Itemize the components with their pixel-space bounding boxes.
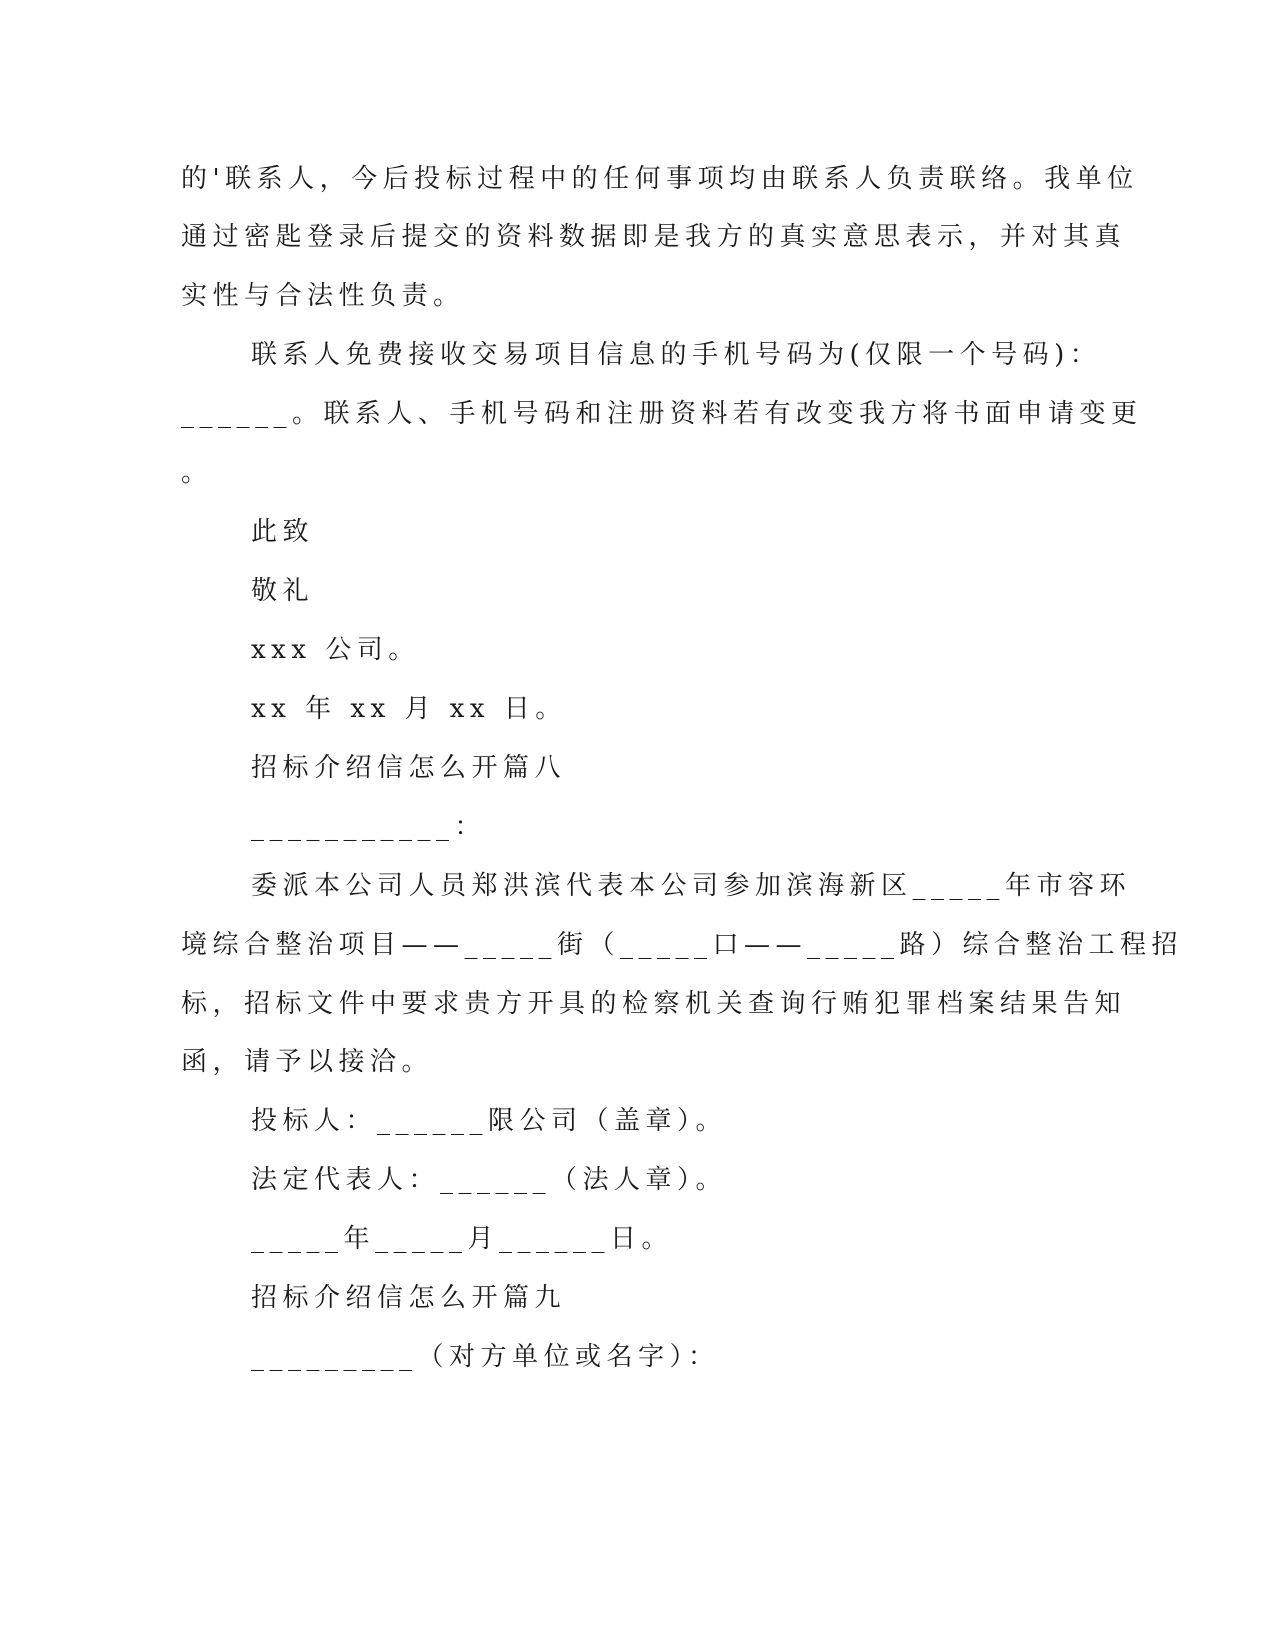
signature-date: xx 年 xx 月 xx 日。 xyxy=(251,694,567,724)
salutation-line: _________（对方单位或名字）： xyxy=(251,1342,720,1372)
paragraph-line: 境综合整治项目——_____街（_____口——_____路）综合整治工程招 xyxy=(181,930,1184,960)
signature-company: xxx 公司。 xyxy=(251,635,420,665)
paragraph-line: 的'联系人，今后投标过程中的任何事项均由联系人负责联络。我单位 xyxy=(181,164,1139,194)
paragraph-line: 标，招标文件中要求贵方开具的检察机关查询行贿犯罪档案结果告知 xyxy=(181,989,1127,1019)
date-line: _____年_____月______日。 xyxy=(251,1224,674,1254)
legal-rep-line: 法定代表人：______（法人章）。 xyxy=(251,1165,728,1195)
paragraph-line: 函，请予以接洽。 xyxy=(181,1047,434,1077)
closing-line: 敬礼 xyxy=(251,576,315,606)
section-heading: 招标介绍信怎么开篇八 xyxy=(251,753,567,783)
salutation-line: ___________： xyxy=(251,812,487,842)
paragraph-line: 委派本公司人员郑洪滨代表本公司参加滨海新区_____年市容环 xyxy=(251,871,1132,901)
paragraph-line: 联系人免费接收交易项目信息的手机号码为(仅限一个号码)： xyxy=(251,340,1102,370)
paragraph-line: 实性与合法性负责。 xyxy=(181,281,465,311)
bidder-line: 投标人：______限公司（盖章）。 xyxy=(251,1106,728,1136)
paragraph-line: 通过密匙登录后提交的资料数据即是我方的真实意思表示，并对其真 xyxy=(181,222,1127,252)
closing-line: 此致 xyxy=(251,517,315,547)
paragraph-line: 。 xyxy=(181,458,213,488)
section-heading: 招标介绍信怎么开篇九 xyxy=(251,1283,567,1313)
paragraph-line: ______。联系人、手机号码和注册资料若有改变我方将书面申请变更 xyxy=(181,399,1143,429)
